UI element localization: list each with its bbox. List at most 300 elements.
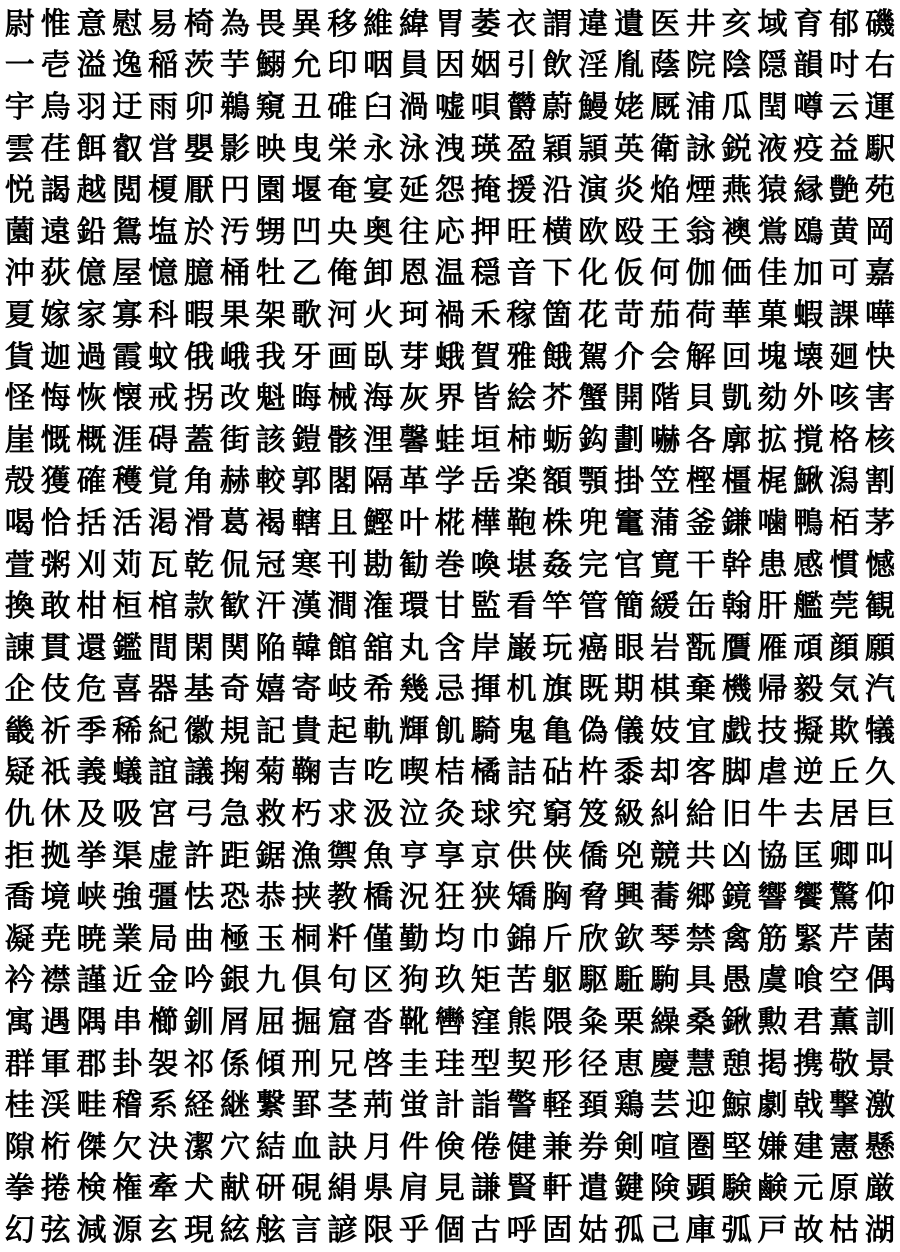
kanji-character: 益	[829, 131, 860, 167]
kanji-character: 晦	[291, 381, 322, 417]
kanji-character: 咽	[363, 48, 394, 84]
kanji-character: 拒	[4, 838, 35, 874]
kanji-character: 去	[793, 797, 824, 833]
kanji-character: 鎧	[291, 422, 322, 458]
kanji-character: 延	[399, 173, 430, 209]
kanji-character: 灰	[399, 381, 430, 417]
kanji-character: 遇	[40, 1005, 71, 1041]
kanji-character: 仮	[614, 256, 645, 292]
kanji-character: 越	[76, 173, 107, 209]
kanji-character: 苅	[112, 547, 143, 583]
kanji-character: 沿	[542, 173, 573, 209]
kanji-character: 揮	[470, 672, 501, 708]
kanji-character: 緩	[649, 589, 680, 625]
kanji-character: 喚	[470, 547, 501, 583]
kanji-character: 筋	[757, 921, 788, 957]
kanji-character: 喰	[793, 963, 824, 999]
kanji-character: 君	[793, 1005, 824, 1041]
kanji-character: 脅	[578, 880, 609, 916]
kanji-character: 関	[219, 630, 250, 666]
kanji-character: 糾	[649, 797, 680, 833]
kanji-character: 繋	[255, 1088, 286, 1124]
kanji-character: 疫	[793, 131, 824, 167]
kanji-character: 忌	[434, 672, 465, 708]
kanji-character: 英	[614, 131, 645, 167]
kanji-character: 牽	[148, 1171, 179, 1207]
kanji-character: 給	[685, 797, 716, 833]
kanji-character: 陰	[721, 48, 752, 84]
kanji-character: 駅	[865, 131, 895, 167]
kanji-character: 恐	[219, 880, 250, 916]
character-row	[2, 337, 898, 379]
kanji-character: 快	[865, 339, 895, 375]
kanji-character: 原	[829, 1171, 860, 1207]
kanji-character: 矯	[506, 880, 537, 916]
kanji-character: 開	[614, 381, 645, 417]
kanji-character: 葛	[219, 505, 250, 541]
kanji-character: 凹	[291, 214, 322, 250]
character-row	[2, 462, 898, 504]
kanji-character: 毅	[793, 672, 824, 708]
kanji-character: 劾	[757, 381, 788, 417]
kanji-character: 京	[470, 838, 501, 874]
kanji-character: 限	[363, 1213, 394, 1249]
kanji-character: 却	[649, 755, 680, 791]
kanji-character: 茅	[865, 505, 895, 541]
kanji-character: 惟	[40, 6, 71, 42]
kanji-character: 甥	[255, 214, 286, 250]
kanji-character: 叫	[865, 838, 895, 874]
kanji-character: 為	[219, 6, 250, 42]
kanji-character: 逆	[793, 755, 824, 791]
kanji-character: 謙	[470, 1171, 501, 1207]
kanji-character: 虚	[148, 838, 179, 874]
kanji-character: 遺	[614, 6, 645, 42]
kanji-character: 撹	[793, 422, 824, 458]
kanji-character: 塊	[757, 339, 788, 375]
kanji-character: 獲	[40, 464, 71, 500]
kanji-character: 刈	[76, 547, 107, 583]
kanji-character: 求	[327, 797, 358, 833]
kanji-character: 貴	[291, 713, 322, 749]
kanji-character: 倦	[470, 1129, 501, 1165]
kanji-character: 磯	[865, 6, 895, 42]
kanji-character: 勲	[757, 1005, 788, 1041]
kanji-character: 炎	[614, 173, 645, 209]
kanji-character: 下	[542, 256, 573, 292]
kanji-character: 渠	[112, 838, 143, 874]
kanji-character: 誼	[148, 755, 179, 791]
kanji-character: 咳	[829, 381, 860, 417]
kanji-character: 響	[757, 880, 788, 916]
kanji-character: 棺	[148, 589, 179, 625]
kanji-character: 吃	[363, 755, 394, 791]
kanji-character: 蒲	[649, 505, 680, 541]
kanji-character: 可	[829, 256, 860, 292]
kanji-character: 砧	[542, 755, 573, 791]
kanji-character: 顕	[685, 1171, 716, 1207]
kanji-character: 卸	[363, 256, 394, 292]
kanji-character: 渦	[399, 89, 430, 125]
kanji-character: 季	[76, 713, 107, 749]
kanji-character: 丘	[829, 755, 860, 791]
kanji-character: 完	[578, 547, 609, 583]
kanji-character: 局	[148, 921, 179, 957]
kanji-character: 桂	[4, 1088, 35, 1124]
kanji-character: 駕	[578, 339, 609, 375]
kanji-character: 潅	[363, 589, 394, 625]
kanji-character: 嬉	[255, 672, 286, 708]
kanji-character: 叡	[112, 131, 143, 167]
kanji-character: 喧	[649, 1129, 680, 1165]
kanji-character: 械	[327, 381, 358, 417]
kanji-character: 苦	[506, 963, 537, 999]
kanji-character: 汚	[219, 214, 250, 250]
kanji-character: 岸	[470, 630, 501, 666]
kanji-character: 慨	[40, 422, 71, 458]
kanji-character: 宴	[363, 173, 394, 209]
kanji-character: 掬	[219, 755, 250, 791]
kanji-character: 駒	[649, 963, 680, 999]
kanji-character: 潔	[183, 1129, 214, 1165]
kanji-character: 韓	[291, 630, 322, 666]
kanji-character: 鴎	[793, 214, 824, 250]
kanji-character: 管	[578, 589, 609, 625]
kanji-character: 況	[399, 880, 430, 916]
kanji-character: 軌	[363, 713, 394, 749]
kanji-character: 撃	[829, 1088, 860, 1124]
kanji-character: 育	[793, 6, 824, 42]
kanji-character: 街	[219, 422, 250, 458]
kanji-character: 回	[721, 339, 752, 375]
kanji-character: 尉	[4, 6, 35, 42]
kanji-character: 個	[434, 1213, 465, 1249]
kanji-character: 靴	[399, 1005, 430, 1041]
kanji-character: 源	[112, 1213, 143, 1249]
kanji-character: 液	[757, 131, 788, 167]
kanji-character: 花	[578, 297, 609, 333]
kanji-character: 営	[148, 131, 179, 167]
kanji-character: 議	[183, 755, 214, 791]
kanji-character: 気	[829, 672, 860, 708]
kanji-character: 覚	[148, 464, 179, 500]
kanji-character: 慣	[829, 547, 860, 583]
kanji-character: 燕	[721, 173, 752, 209]
kanji-character: 化	[578, 256, 609, 292]
kanji-character: 慶	[649, 1046, 680, 1082]
kanji-character: 貨	[4, 339, 35, 375]
kanji-character: 隙	[4, 1129, 35, 1165]
kanji-character: 禽	[721, 921, 752, 957]
kanji-character: 携	[793, 1046, 824, 1082]
kanji-character: 宮	[148, 797, 179, 833]
kanji-character: 賀	[470, 339, 501, 375]
kanji-character: 匡	[793, 838, 824, 874]
kanji-character: 九	[255, 963, 286, 999]
kanji-character: 偶	[865, 963, 895, 999]
kanji-character: 捲	[40, 1171, 71, 1207]
kanji-character: 骸	[327, 422, 358, 458]
kanji-character: 稲	[148, 48, 179, 84]
kanji-character: 桓	[112, 589, 143, 625]
kanji-character: 景	[865, 1046, 895, 1082]
kanji-character: 絵	[506, 381, 537, 417]
kanji-character: 謹	[76, 963, 107, 999]
kanji-character: 蟹	[578, 381, 609, 417]
kanji-character: 伎	[40, 672, 71, 708]
kanji-character: 款	[183, 589, 214, 625]
kanji-character: 孤	[614, 1213, 645, 1249]
kanji-character: 鯨	[721, 1088, 752, 1124]
character-row	[2, 628, 898, 670]
kanji-character: 鴛	[112, 214, 143, 250]
kanji-character: 現	[183, 1213, 214, 1249]
kanji-character: 狭	[470, 880, 501, 916]
kanji-character: 湖	[865, 1213, 895, 1249]
kanji-character: 罫	[291, 1088, 322, 1124]
kanji-character: 右	[865, 48, 895, 84]
kanji-character: 嬰	[183, 131, 214, 167]
kanji-character: 佳	[757, 256, 788, 292]
kanji-character: 継	[219, 1088, 250, 1124]
kanji-character: 暁	[76, 921, 107, 957]
kanji-character: 曳	[291, 131, 322, 167]
kanji-character: 瑛	[470, 131, 501, 167]
character-row	[2, 545, 898, 587]
kanji-character: 怨	[434, 173, 465, 209]
kanji-character: 幾	[399, 672, 430, 708]
kanji-character: 滑	[183, 505, 214, 541]
kanji-character: 菊	[255, 755, 286, 791]
kanji-character: 涯	[112, 422, 143, 458]
kanji-character: 偽	[578, 713, 609, 749]
kanji-character: 瓜	[721, 89, 752, 125]
kanji-character: 淫	[578, 48, 609, 84]
kanji-character: 翫	[685, 630, 716, 666]
kanji-character: 艦	[793, 589, 824, 625]
kanji-character: 愚	[721, 963, 752, 999]
kanji-character: 竿	[542, 589, 573, 625]
kanji-character: 雅	[506, 339, 537, 375]
kanji-character: 謂	[542, 6, 573, 42]
kanji-character: 究	[506, 797, 537, 833]
kanji-character: 桶	[219, 256, 250, 292]
kanji-character: 窮	[542, 797, 573, 833]
kanji-character: 郡	[76, 1046, 107, 1082]
kanji-character: 柑	[76, 589, 107, 625]
kanji-character: 享	[434, 838, 465, 874]
kanji-character: 橘	[470, 755, 501, 791]
kanji-character: 稀	[112, 713, 143, 749]
kanji-character: 啓	[363, 1046, 394, 1082]
kanji-character: 岳	[470, 464, 501, 500]
kanji-character: 維	[363, 6, 394, 42]
kanji-character: 件	[399, 1129, 430, 1165]
kanji-character: 健	[506, 1129, 537, 1165]
kanji-character: 鏡	[721, 880, 752, 916]
kanji-character: 運	[865, 89, 895, 125]
kanji-character: 苛	[614, 297, 645, 333]
kanji-character: 稼	[506, 297, 537, 333]
kanji-character: 河	[327, 297, 358, 333]
kanji-character: 戯	[721, 713, 752, 749]
kanji-character: 間	[148, 630, 179, 666]
kanji-character: 巨	[865, 797, 895, 833]
kanji-character: 缶	[685, 589, 716, 625]
kanji-character: 各	[685, 422, 716, 458]
kanji-character: 鍵	[614, 1171, 645, 1207]
kanji-character: 紀	[148, 713, 179, 749]
kanji-character: 研	[255, 1171, 286, 1207]
kanji-character: 於	[183, 214, 214, 250]
kanji-character: 央	[327, 214, 358, 250]
kanji-character: 閲	[112, 173, 143, 209]
kanji-character: 烏	[40, 89, 71, 125]
kanji-character: 見	[434, 1171, 465, 1207]
kanji-character: 括	[76, 505, 107, 541]
kanji-character: 軽	[542, 1088, 573, 1124]
kanji-character: 価	[721, 256, 752, 292]
kanji-character: 宇	[4, 89, 35, 125]
kanji-character: 喝	[4, 505, 35, 541]
kanji-character: 我	[255, 339, 286, 375]
kanji-character: 句	[327, 963, 358, 999]
kanji-character: 溢	[76, 48, 107, 84]
kanji-character: 空	[829, 963, 860, 999]
kanji-character: 迂	[112, 89, 143, 125]
kanji-character: 顔	[829, 630, 860, 666]
kanji-character: 玩	[542, 630, 573, 666]
kanji-character: 椛	[434, 505, 465, 541]
kanji-character: 隔	[363, 464, 394, 500]
character-row	[2, 961, 898, 1003]
kanji-character: 挙	[76, 838, 107, 874]
kanji-character: 鉛	[76, 214, 107, 250]
kanji-character: 嘉	[865, 256, 895, 292]
kanji-character: 榎	[148, 173, 179, 209]
kanji-character: 慰	[112, 6, 143, 42]
kanji-character: 区	[363, 963, 394, 999]
kanji-character: 夏	[4, 297, 35, 333]
kanji-character: 噛	[757, 505, 788, 541]
kanji-character: 懸	[865, 1129, 895, 1165]
kanji-character: 献	[219, 1171, 250, 1207]
kanji-character: 峨	[219, 339, 250, 375]
kanji-character: 華	[721, 297, 752, 333]
kanji-character: 堪	[506, 547, 537, 583]
kanji-character: 芋	[219, 48, 250, 84]
kanji-character: 界	[434, 381, 465, 417]
kanji-character: 笈	[578, 797, 609, 833]
kanji-character: 権	[112, 1171, 143, 1207]
kanji-character: 欺	[829, 713, 860, 749]
kanji-character: 径	[578, 1046, 609, 1082]
kanji-character: 允	[291, 48, 322, 84]
kanji-character: 桑	[685, 1005, 716, 1041]
kanji-character: 喜	[112, 672, 143, 708]
character-row	[2, 836, 898, 878]
kanji-character: 呼	[506, 1213, 537, 1249]
kanji-character: 海	[363, 381, 394, 417]
kanji-character: 階	[649, 381, 680, 417]
kanji-character: 易	[148, 6, 179, 42]
kanji-character: 訣	[327, 1129, 358, 1165]
kanji-character: 狂	[434, 880, 465, 916]
kanji-character: 鑑	[112, 630, 143, 666]
kanji-character: 唄	[470, 89, 501, 125]
kanji-character: 帰	[757, 672, 788, 708]
kanji-character: 掛	[614, 464, 645, 500]
kanji-character: 祈	[40, 713, 71, 749]
kanji-character: 洩	[434, 131, 465, 167]
kanji-character: 擬	[793, 713, 824, 749]
kanji-character: 庫	[685, 1213, 716, 1249]
character-row	[2, 1210, 898, 1252]
kanji-character: 卯	[183, 89, 214, 125]
kanji-character: 横	[542, 214, 573, 250]
kanji-character: 琴	[649, 921, 680, 957]
kanji-character: 錦	[506, 921, 537, 957]
kanji-character: 軒	[542, 1171, 573, 1207]
kanji-character: 沖	[4, 256, 35, 292]
kanji-character: 臆	[183, 256, 214, 292]
kanji-character: 僅	[363, 921, 394, 957]
kanji-character: 弧	[721, 1213, 752, 1249]
kanji-character: 雲	[4, 131, 35, 167]
kanji-character: 衣	[506, 6, 537, 42]
kanji-character: 貝	[685, 381, 716, 417]
character-row	[2, 1044, 898, 1086]
kanji-character: 決	[148, 1129, 179, 1165]
character-row	[2, 170, 898, 212]
character-row	[2, 753, 898, 795]
kanji-character: 姥	[614, 89, 645, 125]
kanji-character: 仰	[865, 880, 895, 916]
kanji-character: 企	[4, 672, 35, 708]
kanji-character: 掩	[470, 173, 501, 209]
kanji-character: 血	[291, 1129, 322, 1165]
kanji-character: 臼	[363, 89, 394, 125]
kanji-character: 学	[434, 464, 465, 500]
kanji-character: 音	[506, 256, 537, 292]
kanji-character: 欣	[578, 921, 609, 957]
kanji-character: 故	[793, 1213, 824, 1249]
kanji-character: 既	[578, 672, 609, 708]
kanji-character: 襖	[721, 214, 752, 250]
kanji-character: 盈	[506, 131, 537, 167]
kanji-character: 碓	[327, 89, 358, 125]
kanji-character: 員	[399, 48, 430, 84]
kanji-character: 栢	[829, 505, 860, 541]
kanji-character: 期	[614, 672, 645, 708]
kanji-character: 饗	[793, 880, 824, 916]
kanji-character: 芽	[399, 339, 430, 375]
kanji-character: 鶏	[614, 1088, 645, 1124]
kanji-character: 違	[578, 6, 609, 42]
kanji-character: 吉	[327, 755, 358, 791]
kanji-character: 官	[614, 547, 645, 583]
kanji-character: 玉	[255, 921, 286, 957]
kanji-character: 梶	[757, 464, 788, 500]
kanji-character: 薫	[829, 1005, 860, 1041]
character-row	[2, 46, 898, 88]
kanji-character: 確	[76, 464, 107, 500]
kanji-character: 敬	[829, 1046, 860, 1082]
kanji-character: 遠	[40, 214, 71, 250]
kanji-character: 極	[219, 921, 250, 957]
kanji-character: 繰	[649, 1005, 680, 1041]
kanji-character: 云	[829, 89, 860, 125]
